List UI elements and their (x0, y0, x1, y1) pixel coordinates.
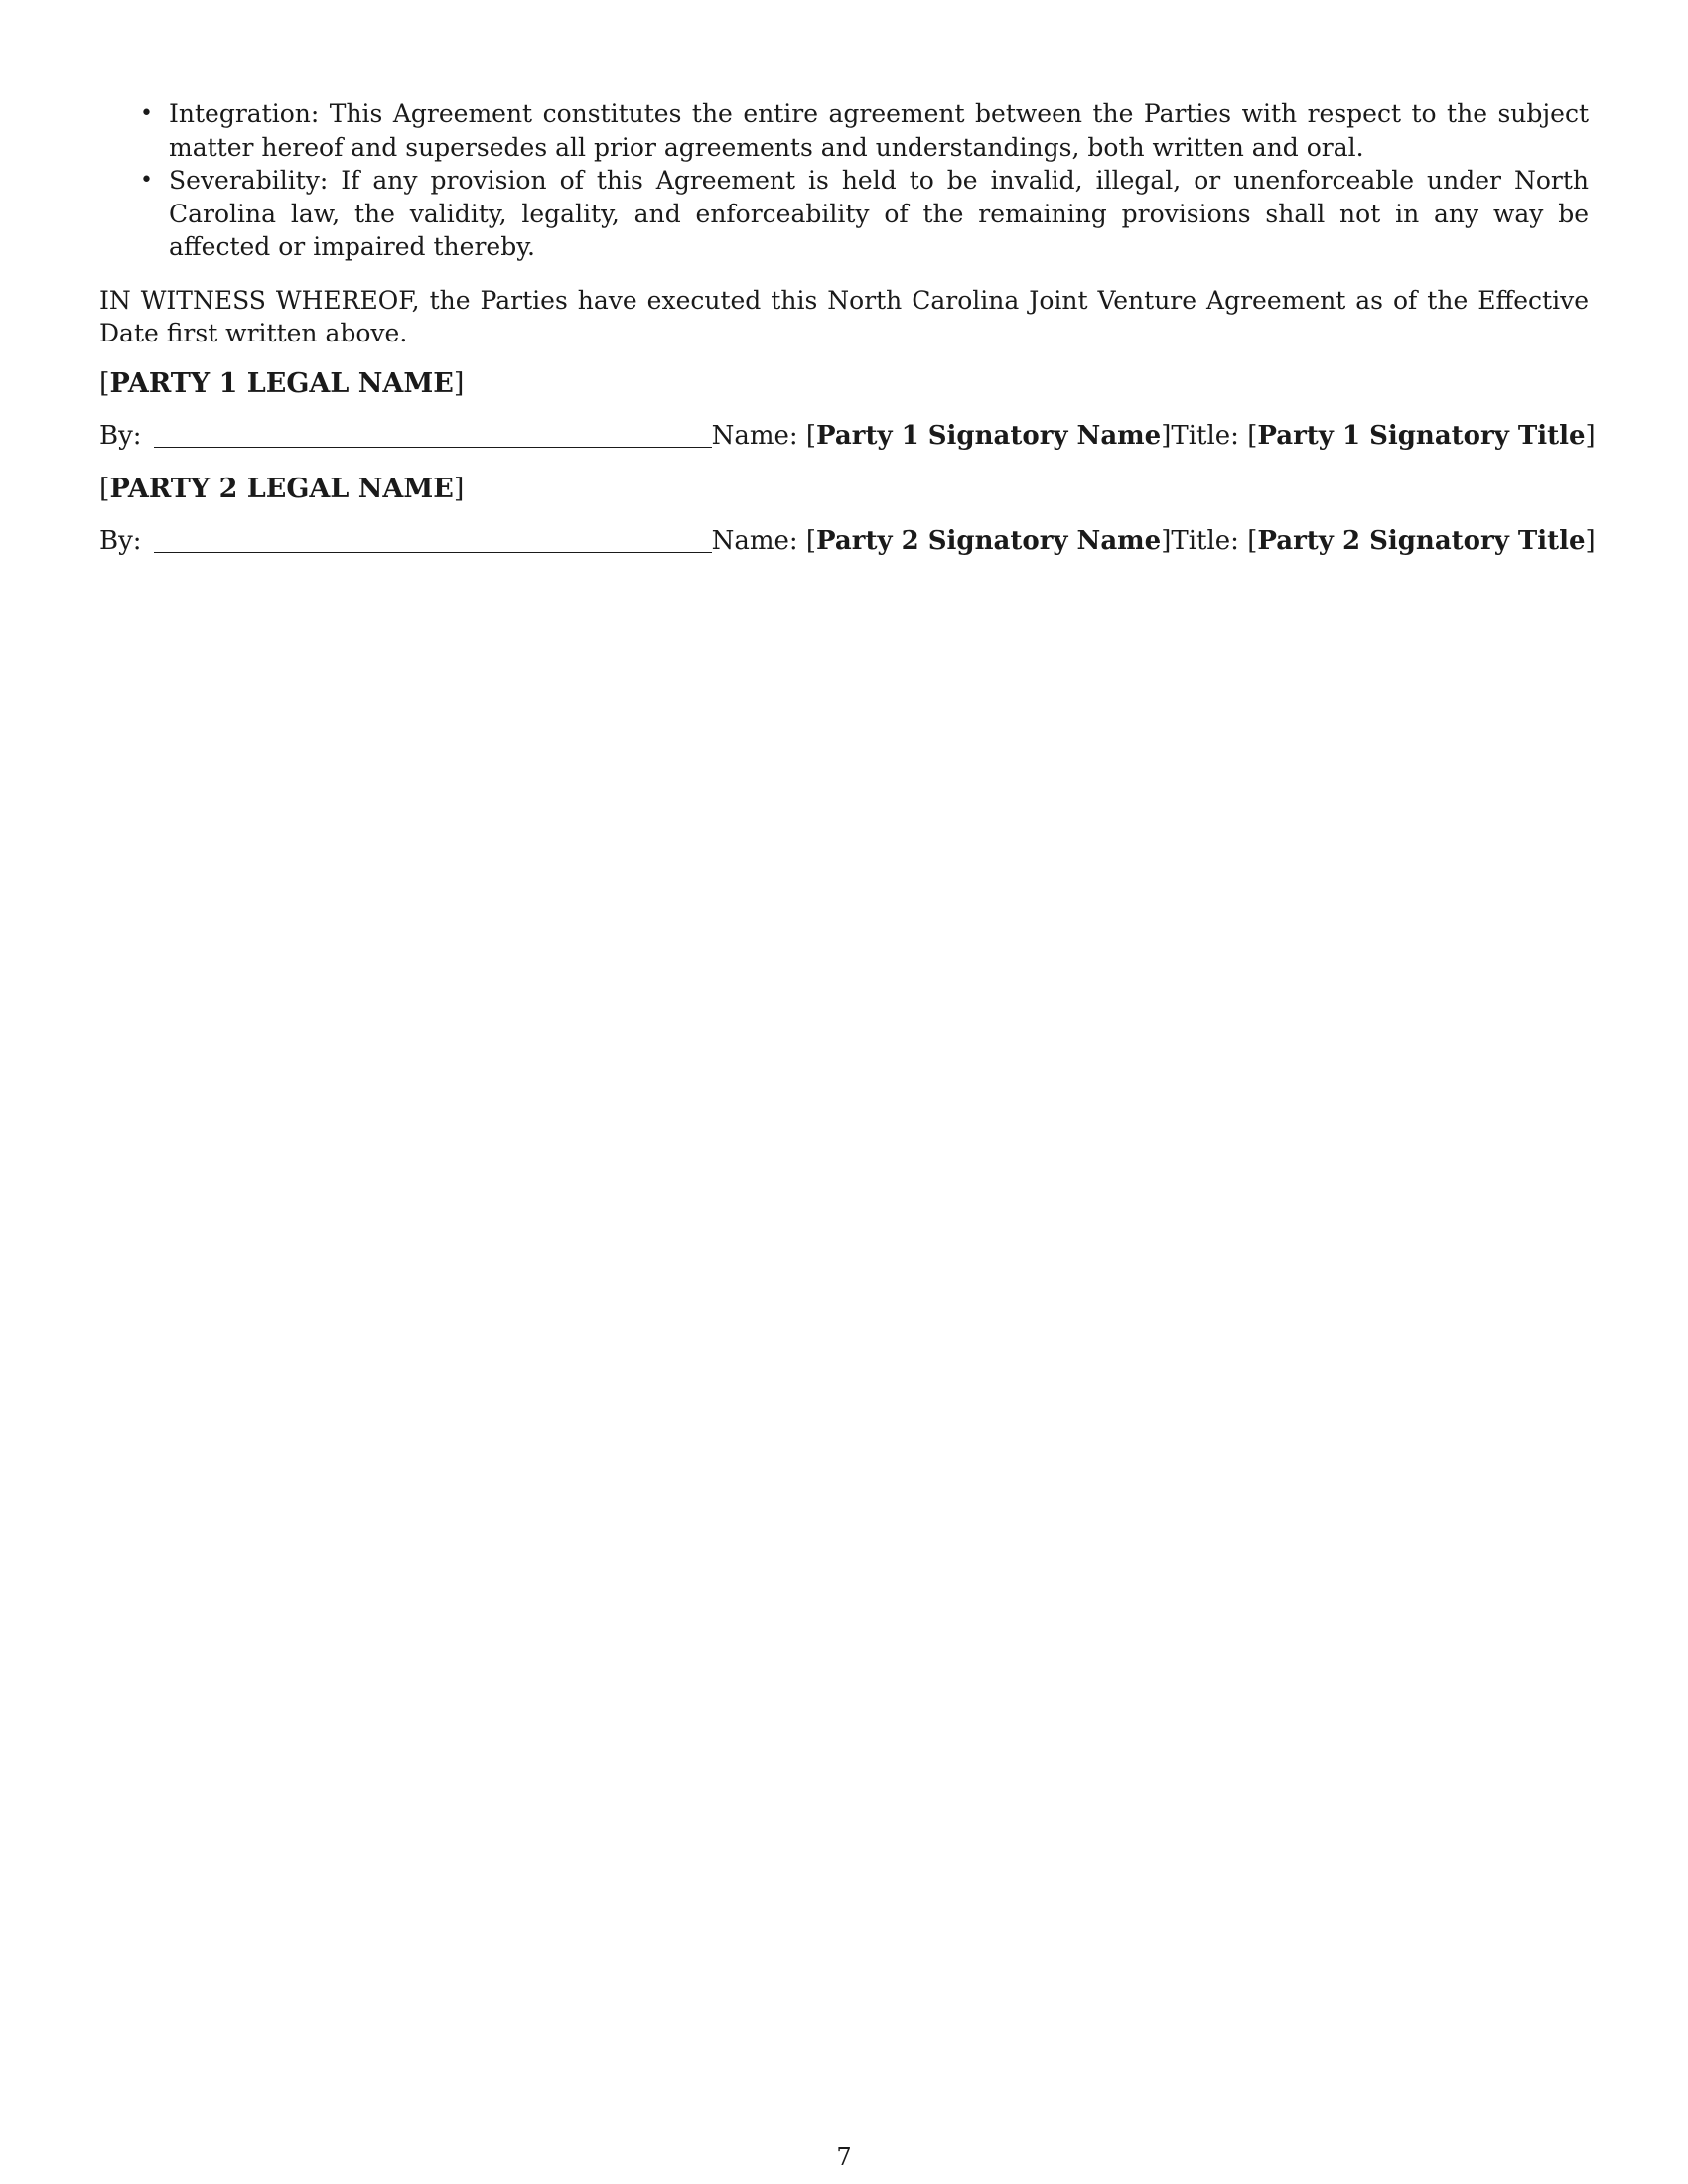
clause-integration (99, 97, 1589, 164)
party-2-signatory-name: Party 2 Signatory Name (816, 525, 1162, 556)
clause-label: Integration: (169, 99, 320, 128)
party-1-legal-name: PARTY 1 LEGAL NAME (109, 367, 454, 399)
witness-paragraph: IN WITNESS WHEREOF, the Parties have executed this North Carolina Joint Venture Agreement as of the Effective Date first written above. (99, 285, 1589, 347)
by-label: By: (99, 525, 142, 556)
by-label: By: (99, 420, 142, 451)
bullet-icon: • (140, 168, 153, 193)
title-label: Title: (1171, 420, 1239, 451)
party-2-legal-name: PARTY 2 LEGAL NAME (109, 473, 454, 504)
party-2-signature-line: By: Name: [ Party 2 Signatory Name ] Title: [ Party 2 Signatory Title ] (99, 521, 1589, 561)
party-2-heading: [PARTY 2 LEGAL NAME] (99, 473, 465, 504)
page-number: 7 (836, 2143, 852, 2171)
document-page (99, 97, 1596, 561)
party-1-signature-line: By: Name: [ Party 1 Signatory Name ] Title: [ Party 1 Signatory Title ] (99, 416, 1589, 456)
party-1-heading: [PARTY 1 LEGAL NAME] (99, 367, 465, 399)
clause-severability (99, 164, 1589, 264)
title-label: Title: (1171, 525, 1239, 556)
name-label: Name: (711, 420, 798, 451)
clause-text: If any provision of this Agreement is held to be invalid, illegal, or unenforceable under North Carolina law, the validity, legality, and enforceability of the remaining provisions shall not in any way be affected or impaired thereby. (169, 166, 1589, 261)
bullet-icon: • (140, 101, 153, 126)
clause-label: Severability: (169, 166, 329, 195)
clause-text: This Agreement constitutes the entire agreement between the Parties with respect to the subject matter hereof and supersedes all prior agreements and understandings, both written and oral. (169, 99, 1589, 162)
signature-field[interactable] (154, 551, 712, 553)
signature-field[interactable] (154, 446, 712, 448)
party-1-signatory-title: Party 1 Signatory Title (1257, 420, 1586, 451)
name-label: Name: (711, 525, 798, 556)
party-1-signatory-name: Party 1 Signatory Name (816, 420, 1162, 451)
party-2-signatory-title: Party 2 Signatory Title (1257, 525, 1586, 556)
clause-list (99, 97, 1589, 264)
